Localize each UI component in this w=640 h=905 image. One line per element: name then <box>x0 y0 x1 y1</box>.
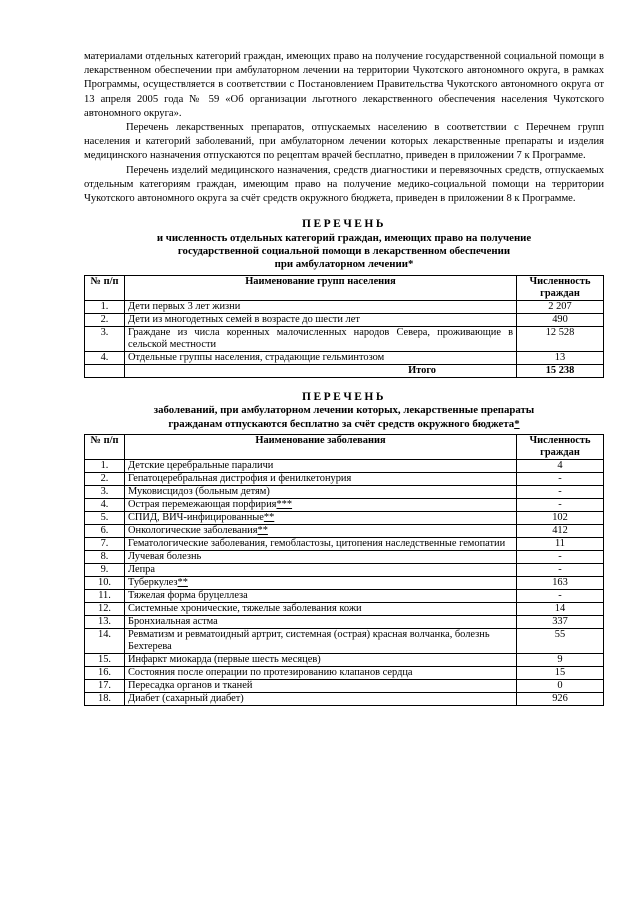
disease-name-cell <box>125 603 517 616</box>
table1-subtitle-2: государственной социальной помощи в лекарственном обеспечении <box>177 245 511 258</box>
disease-count: - <box>517 486 604 499</box>
disease-name: Лучевая болезнь <box>128 551 202 563</box>
disease-name-cell <box>125 499 517 512</box>
row-number: 7. <box>85 538 125 551</box>
row-number: 5. <box>85 512 125 525</box>
disease-name-cell <box>125 629 517 654</box>
disease-name-cell <box>125 512 517 525</box>
row-number: 4. <box>85 351 125 364</box>
disease-count: 11 <box>517 538 604 551</box>
disease-name-cell <box>125 473 517 486</box>
disease-name: Гепатоцеребральная дистрофия и фенилкетонурия <box>128 473 352 485</box>
disease-count: 14 <box>517 603 604 616</box>
table-row <box>85 499 604 512</box>
table-row <box>85 512 604 525</box>
total-value: 15 238 <box>517 364 604 377</box>
disease-name: Онкологические заболевания <box>128 525 258 537</box>
disease-count: - <box>517 473 604 486</box>
column-header-num: № п/п <box>85 275 125 300</box>
table-row <box>85 680 604 693</box>
disease-name: Пересадка органов и тканей <box>128 680 253 692</box>
footnote-mark: ** <box>263 512 275 524</box>
row-number: 15. <box>85 654 125 667</box>
group-count: 490 <box>517 313 604 326</box>
diseases-table <box>84 434 604 706</box>
document-page <box>84 50 604 706</box>
table1-subtitle-1: и численность отдельных категорий граждан, имеющих право на получение <box>156 231 532 244</box>
table-row <box>85 313 604 326</box>
disease-count: - <box>517 499 604 512</box>
disease-name: Лепра <box>128 564 155 576</box>
disease-count: 15 <box>517 667 604 680</box>
table1-subtitle-3: при амбулаторном лечении* <box>274 258 414 271</box>
group-count: 13 <box>517 351 604 364</box>
row-number: 1. <box>85 460 125 473</box>
table-row <box>85 551 604 564</box>
disease-name: Острая перемежающая порфирия <box>128 499 277 511</box>
disease-name-cell <box>125 564 517 577</box>
disease-name: Состояния после операции по протезированию клапанов сердца <box>128 667 413 679</box>
table-row <box>85 486 604 499</box>
table-row <box>85 590 604 603</box>
footnote-mark: *** <box>276 499 293 511</box>
row-number: 3. <box>85 326 125 351</box>
disease-count: 337 <box>517 616 604 629</box>
row-number: 13. <box>85 616 125 629</box>
disease-name-cell <box>125 538 517 551</box>
disease-count: - <box>517 590 604 603</box>
disease-count: 412 <box>517 525 604 538</box>
table1-heading <box>84 218 604 272</box>
disease-name: Ревматизм и ревматоидный артрит, системная (острая) красная волчанка, болезнь Бехтерева <box>128 629 490 653</box>
table-row <box>85 564 604 577</box>
table-row <box>85 538 604 551</box>
row-number: 1. <box>85 300 125 313</box>
table2-subtitle-2: гражданам отпускаются бесплатно за счёт средств окружного бюджета <box>168 417 515 430</box>
group-name: Граждане из числа коренных малочисленных народов Севера, проживающие в сельской местности <box>125 326 517 351</box>
row-number: 2. <box>85 473 125 486</box>
row-number: 10. <box>85 577 125 590</box>
row-number: 12. <box>85 603 125 616</box>
table-row <box>85 460 604 473</box>
disease-count: - <box>517 564 604 577</box>
total-row <box>85 364 604 377</box>
disease-name-cell <box>125 616 517 629</box>
table-row <box>85 351 604 364</box>
table-header-row <box>85 275 604 300</box>
disease-name-cell <box>125 693 517 706</box>
row-number: 14. <box>85 629 125 654</box>
disease-name: Гематологические заболевания, гемобластозы, цитопения наследственные гемопатии <box>128 538 506 550</box>
table-row <box>85 525 604 538</box>
row-number: 3. <box>85 486 125 499</box>
intro-paragraph-1: материалами отдельных категорий граждан, имеющих право на получение государственной социальной помощи в лекарственном обеспечении при амбулаторном лечении на территории Чукотского автономного округа, в рамках Программы, осуществляется в соответствии с Постановлением Правительства Чукотского автономного округа от 13 апреля 2005 года № 59 «Об организации льготного лекарственного обеспечения населения Чукотского автономного округа». <box>84 51 604 119</box>
disease-name: Детские церебральные параличи <box>128 460 274 472</box>
disease-name-cell <box>125 654 517 667</box>
table-row <box>85 603 604 616</box>
table-row <box>85 616 604 629</box>
group-name: Отдельные группы населения, страдающие гельминтозом <box>125 351 517 364</box>
table2-subtitle-1: заболеваний, при амбулаторном лечении которых, лекарственные препараты <box>153 404 535 417</box>
disease-count: 4 <box>517 460 604 473</box>
disease-count: 55 <box>517 629 604 654</box>
disease-count: 9 <box>517 654 604 667</box>
disease-name: Тяжелая форма бруцеллеза <box>128 590 248 602</box>
table-row <box>85 326 604 351</box>
column-header-name: Наименование групп населения <box>125 275 517 300</box>
disease-count: 102 <box>517 512 604 525</box>
disease-name-cell <box>125 667 517 680</box>
table1-title: ПЕРЕЧЕНЬ <box>302 218 386 231</box>
disease-count: - <box>517 551 604 564</box>
column-header-name: Наименование заболевания <box>125 435 517 460</box>
row-number: 17. <box>85 680 125 693</box>
table2-heading <box>84 391 604 431</box>
disease-count: 0 <box>517 680 604 693</box>
row-number: 4. <box>85 499 125 512</box>
table-row <box>85 654 604 667</box>
row-number: 6. <box>85 525 125 538</box>
total-empty-cell <box>85 364 125 377</box>
disease-name-cell <box>125 590 517 603</box>
row-number: 8. <box>85 551 125 564</box>
table-row <box>85 577 604 590</box>
group-count: 2 207 <box>517 300 604 313</box>
footnote-mark: ** <box>177 577 188 589</box>
intro-paragraph-3: Перечень изделий медицинского назначения, средств диагностики и перевязочных средств, отпускаемых отдельным категориям граждан, имеющим право на получение медико-социальной помощи на территории Чукотского автономного округа за счёт средств окружного бюджета, приведен в приложении 8 к Программе. <box>84 164 604 205</box>
disease-name: Бронхиальная астма <box>128 616 218 628</box>
disease-name-cell <box>125 525 517 538</box>
disease-name: Муковисцидоз (больным детям) <box>128 486 270 498</box>
disease-name: Туберкулез <box>128 577 178 589</box>
disease-count: 163 <box>517 577 604 590</box>
row-number: 2. <box>85 313 125 326</box>
disease-name-cell <box>125 680 517 693</box>
column-header-count: Численность граждан <box>517 435 604 460</box>
disease-name-cell <box>125 551 517 564</box>
row-number: 16. <box>85 667 125 680</box>
table-row <box>85 629 604 654</box>
group-name: Дети из многодетных семей в возрасте до шести лет <box>125 313 517 326</box>
table-row <box>85 473 604 486</box>
group-name: Дети первых 3 лет жизни <box>125 300 517 313</box>
footnote-mark: * <box>514 417 520 430</box>
total-label: Итого <box>125 364 517 377</box>
disease-name-cell <box>125 460 517 473</box>
intro-paragraph-2: Перечень лекарственных препаратов, отпускаемых населению в соответствии с Перечнем групп населения и категорий заболеваний, при амбулаторном лечении которых лекарственные препараты и изделия медицинского назначения отпускаются по рецептам врачей бесплатно, приведен в приложении 7 к Программе. <box>84 122 604 162</box>
row-number: 18. <box>85 693 125 706</box>
table2-title: ПЕРЕЧЕНЬ <box>302 390 386 403</box>
disease-name-cell <box>125 486 517 499</box>
disease-name-cell <box>125 577 517 590</box>
column-header-num: № п/п <box>85 435 125 460</box>
row-number: 9. <box>85 564 125 577</box>
column-header-count: Численность граждан <box>517 275 604 300</box>
footnote-mark: ** <box>257 525 268 537</box>
table-header-row <box>85 435 604 460</box>
disease-name: Инфаркт миокарда (первые шесть месяцев) <box>128 654 321 666</box>
disease-name: СПИД, ВИЧ-инфицированные <box>128 512 264 524</box>
table-row <box>85 693 604 706</box>
disease-count: 926 <box>517 693 604 706</box>
population-groups-table <box>84 275 604 378</box>
disease-name: Диабет (сахарный диабет) <box>128 693 244 705</box>
table-row <box>85 667 604 680</box>
disease-name: Системные хронические, тяжелые заболевания кожи <box>128 603 362 615</box>
table-row <box>85 300 604 313</box>
row-number: 11. <box>85 590 125 603</box>
group-count: 12 528 <box>517 326 604 351</box>
